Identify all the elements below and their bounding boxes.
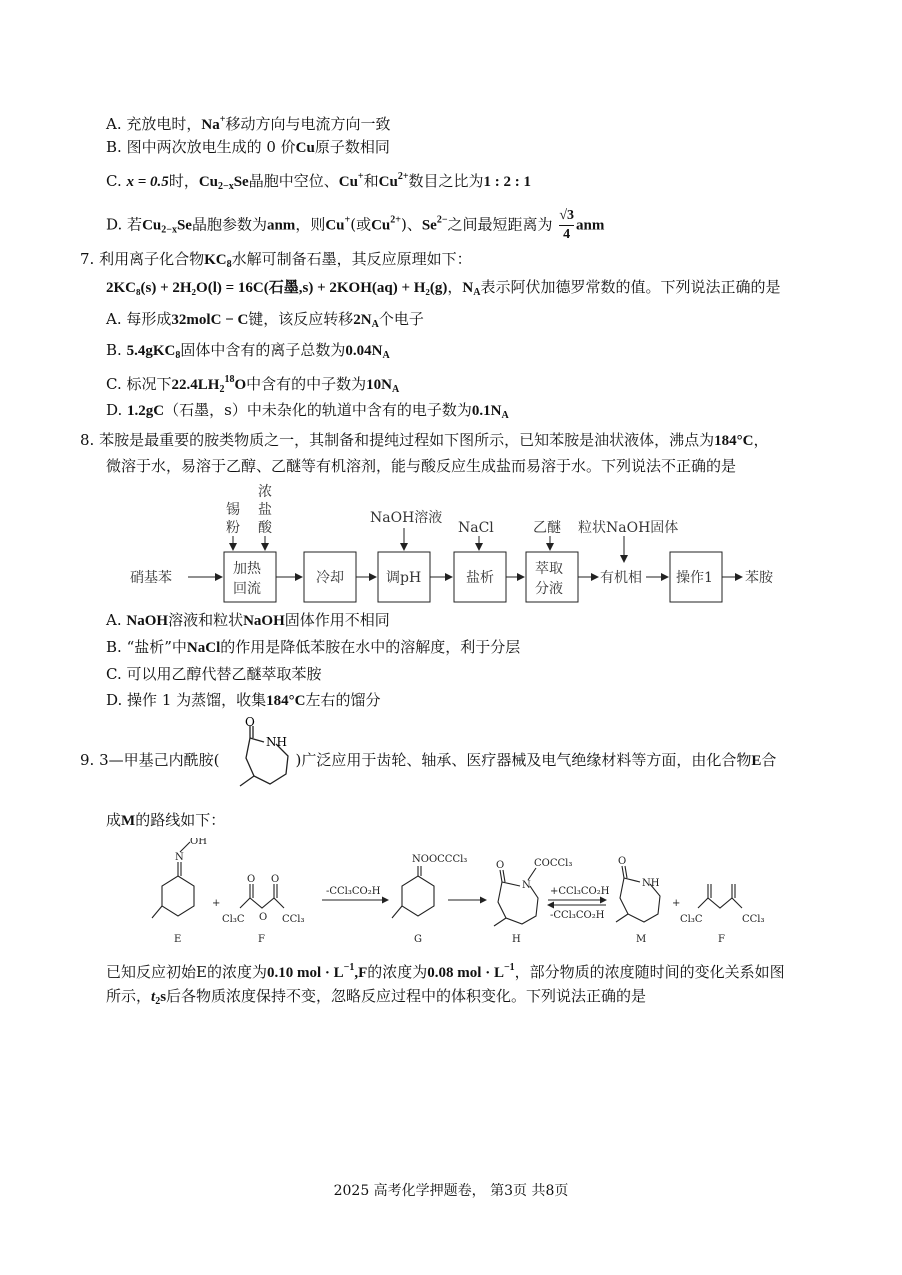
- quantity: 10N: [366, 377, 392, 393]
- ion-formula: Na: [201, 117, 220, 133]
- reagent-hcl-1: 浓: [258, 484, 272, 500]
- plus: +: [212, 898, 221, 909]
- stem-text: 3—甲基己内酰胺(: [99, 751, 220, 769]
- quantity: 32molC − C: [171, 312, 249, 328]
- compound-label: E: [751, 753, 762, 769]
- question-number: 7.: [80, 250, 95, 268]
- e-oh: OH: [190, 838, 207, 847]
- label-m: M: [636, 934, 647, 945]
- isotope-mass: 18: [224, 374, 235, 385]
- box1-line1: 加热: [233, 561, 261, 577]
- q8-stem-line2: [106, 456, 736, 476]
- compound-g-structure: [392, 866, 434, 918]
- q7-option-b: [106, 340, 390, 366]
- ring-oxygen: O: [245, 716, 255, 729]
- f2-cl2: CCl₃: [742, 914, 765, 925]
- option-label: D.: [106, 401, 123, 419]
- fraction-numerator: √3: [559, 207, 574, 226]
- quantity: 0.04N: [345, 343, 383, 359]
- option-label: A.: [106, 611, 122, 629]
- formula: NaOH: [243, 613, 285, 629]
- option-text: 若: [127, 215, 143, 234]
- ion-formula: Cu: [325, 217, 345, 234]
- quantity: 2N: [353, 312, 372, 328]
- formula: NaCl: [186, 640, 221, 656]
- e-n: N: [175, 852, 184, 863]
- distance-fraction: [559, 207, 574, 244]
- ion-formula: Cu: [378, 174, 398, 190]
- option-text: 个电子: [378, 310, 424, 328]
- quantity-subscript: A: [371, 319, 379, 330]
- f-o2: O: [271, 874, 280, 885]
- f2-cl1: Cl₃C: [680, 914, 703, 925]
- option-text: 移动方向与电流方向一致: [225, 115, 391, 133]
- box5-line1: 萃取: [535, 561, 563, 577]
- formula-subscript: 2−x: [218, 181, 234, 192]
- ring-nh: NH: [266, 735, 287, 749]
- reagent-ether: 乙醚: [533, 520, 561, 536]
- quantity-subscript: 2: [219, 384, 225, 395]
- h-n: N: [522, 880, 531, 891]
- option-label: D.: [106, 215, 123, 234]
- quantity-subscript: 8: [175, 350, 181, 361]
- ratio: 1 : 2 : 1: [483, 174, 532, 190]
- option-text: )、: [400, 215, 422, 234]
- q9-stem-line1: [80, 750, 776, 771]
- quantity: 1.2gC: [127, 403, 165, 419]
- lattice-param: anm: [266, 217, 296, 234]
- stem-text: 已知反应初始: [106, 963, 197, 981]
- formula: Cu: [198, 174, 219, 190]
- ion-charge: 2+: [390, 214, 401, 226]
- stem-text: ，部分物质的浓度随时间的变化关系如图: [514, 963, 785, 981]
- option-label: C.: [106, 665, 122, 683]
- q6-option-c: [106, 167, 531, 197]
- option-label: A.: [106, 310, 122, 328]
- stem-text: 的路线如下：: [135, 811, 226, 829]
- option-text: （石墨，s）中未杂化的轨道中含有的电子数为: [164, 401, 472, 419]
- question-number: 9.: [80, 751, 95, 769]
- compound-label: F: [358, 965, 368, 981]
- q8-stem-line1: [80, 430, 768, 451]
- m-nh: NH: [642, 878, 660, 889]
- element-symbol: Cu: [295, 140, 315, 156]
- q8-option-c: [106, 664, 322, 684]
- formula: NaOH: [126, 613, 169, 629]
- f-o3: O: [259, 912, 268, 923]
- option-label: C.: [106, 172, 122, 190]
- q7-option-c: [106, 370, 399, 400]
- formula: Se: [233, 174, 249, 190]
- fraction-denominator: 4: [563, 227, 571, 242]
- q8-option-d: [106, 690, 381, 711]
- formula-subscript: 2−x: [161, 224, 177, 236]
- option-text: 键，该反应转移: [248, 310, 354, 328]
- stem-text: 微溶于水，易溶于乙醇、乙醚等有机溶剂，能与酸反应生成盐而易溶于水。下列说法不正确的是: [106, 457, 737, 475]
- f-cl2: CCl₃: [282, 914, 305, 925]
- ion-charge: +: [219, 114, 226, 125]
- option-text: “盐析”中: [126, 638, 187, 656]
- g-top: NOOCCCl₃: [412, 854, 468, 865]
- unit: anm: [576, 217, 605, 234]
- compound-f-structure: [240, 884, 284, 908]
- arrow2-bot: -CCl₃CO₂H: [550, 910, 605, 921]
- quantity: 5.4gKC: [126, 343, 176, 359]
- q7-option-a: [106, 309, 424, 335]
- stem-text: 合: [761, 751, 777, 769]
- compound-h-structure: [494, 868, 538, 926]
- q6-option-d: [106, 207, 604, 244]
- stem-text: 后各物质浓度保持不变，忽略反应过程中的体积变化。下列说法正确的是: [166, 987, 647, 1005]
- arrow2-top: +CCl₃CO₂H: [550, 886, 610, 897]
- quantity-subscript: A: [382, 350, 390, 361]
- stem-text: 表示阿伏加德罗常数的值。下列说法正确的是: [480, 278, 781, 296]
- option-label: A.: [106, 115, 122, 133]
- formula: Se: [176, 217, 192, 234]
- ion-charge: +: [357, 171, 364, 182]
- concentration: 0.08 mol · L: [427, 965, 504, 981]
- stem-text: 的浓度为: [367, 963, 428, 981]
- reagent-tin-2: 粉: [226, 520, 240, 536]
- box4-label: 盐析: [466, 570, 494, 586]
- plus-2: +: [672, 898, 681, 909]
- option-text: 每形成: [126, 310, 172, 328]
- flow-organic-phase: 有机相: [600, 570, 642, 586]
- compound-e-structure: [152, 842, 194, 918]
- label-g: G: [414, 934, 422, 945]
- flow-end-label: 苯胺: [745, 570, 773, 586]
- methylcaprolactam-structure: [228, 716, 300, 802]
- option-text: 可以用乙醇代替乙醚萃取苯胺: [126, 665, 322, 683]
- q6-option-b: [106, 137, 390, 158]
- page-footer: 2025 高考化学押题卷， 第3页 共8页: [333, 1183, 569, 1199]
- option-text: 之间最短距离为: [447, 215, 553, 234]
- stem-text: 的浓度为: [206, 963, 267, 981]
- stem-text: ，: [753, 431, 769, 449]
- time-unit: s: [160, 989, 167, 1005]
- stem-text: 水解可制备石墨，其反应原理如下：: [231, 250, 472, 268]
- option-text: 中含有的中子数为: [246, 375, 367, 393]
- compound-label: M: [121, 813, 136, 829]
- formula: Cu: [142, 217, 162, 234]
- time-symbol: t: [151, 989, 156, 1005]
- option-text: 数目之比为: [408, 172, 484, 190]
- option-text: 晶胞中空位、: [248, 172, 339, 190]
- ion-charge: 2+: [397, 171, 409, 182]
- option-text: 图中两次放电生成的 0 价: [126, 138, 296, 156]
- stem-text: 苯胺是最重要的胺类物质之一，其制备和提纯过程如下图所示，已知苯胺是油状液体，沸点为: [99, 431, 715, 449]
- option-text: 的作用是降低苯胺在水中的溶解度，利于分层: [220, 638, 521, 656]
- q7-option-d: [106, 400, 509, 426]
- reagent-naoh-solid: 粒状NaOH固体: [578, 520, 679, 536]
- reagent-hcl-3: 酸: [258, 520, 272, 536]
- option-label: C.: [106, 375, 122, 393]
- h-o: O: [496, 860, 505, 871]
- reaction-equation: 2KC₈(s) + 2H₂O(l) = 16C(石墨,s) + 2KOH(aq) + H₂(g): [106, 280, 448, 296]
- option-text: 固体中含有的离子总数为: [180, 341, 346, 359]
- label-f: F: [258, 934, 265, 945]
- option-label: D.: [106, 691, 123, 709]
- option-text: 原子数相同: [314, 138, 390, 156]
- compound-f2-structure: [698, 884, 742, 908]
- synthesis-scheme: [150, 838, 790, 953]
- quantity: 0.1N: [471, 403, 502, 419]
- boiling-point: 184°C: [714, 433, 754, 449]
- q8-option-a: [106, 610, 390, 631]
- stem-text: 成: [106, 811, 122, 829]
- concentration: 0.10 mol · L: [266, 965, 344, 981]
- reagent-nacl: NaCl: [458, 520, 494, 536]
- q7-stem-line1: [80, 249, 472, 275]
- compound-m-structure: [616, 866, 660, 922]
- q8-option-b: [106, 637, 520, 658]
- option-text: 晶胞参数为: [191, 215, 267, 234]
- reagent-hcl-2: 盐: [258, 502, 272, 518]
- option-label: B.: [106, 638, 122, 656]
- h-top: COCCl₃: [534, 858, 573, 869]
- ion-formula: Cu: [371, 217, 391, 234]
- compound-label: E: [196, 963, 207, 981]
- ion-formula: Se: [421, 217, 437, 234]
- time-subscript: 2: [155, 996, 161, 1007]
- question-number: 8.: [80, 431, 95, 449]
- unit-exponent: −1: [503, 962, 515, 973]
- q6-option-a: [106, 110, 390, 135]
- quantity-subscript: A: [501, 410, 509, 421]
- stem-text: )广泛应用于齿轮、轴承、医疗器械及电气绝缘材料等方面，由化合物: [295, 751, 752, 769]
- formula-subscript: 8: [226, 259, 232, 270]
- constant-symbol: N: [462, 280, 474, 296]
- arrow1-label: -CCl₃CO₂H: [326, 886, 381, 897]
- stem-text: ,: [354, 965, 359, 981]
- option-text: 充放电时，: [126, 115, 202, 133]
- option-text: ，则: [295, 215, 326, 234]
- f-o1: O: [247, 874, 256, 885]
- option-label: B.: [106, 341, 122, 359]
- flow-start-label: 硝基苯: [130, 570, 172, 586]
- ion-charge: 2−: [436, 214, 448, 226]
- label-h: H: [512, 934, 521, 945]
- quantity-subscript: A: [391, 384, 400, 395]
- option-text: 时，: [168, 172, 199, 190]
- boiling-point: 184°C: [266, 693, 306, 709]
- stem-text: 利用离子化合物: [99, 250, 205, 268]
- stem-text: ，: [447, 278, 463, 296]
- quantity: 22.4LH: [171, 377, 220, 393]
- option-text: (或: [350, 215, 372, 234]
- box2-label: 冷却: [316, 570, 344, 586]
- label-f2: F: [718, 934, 725, 945]
- constant-subscript: A: [473, 287, 481, 298]
- box5-line2: 分液: [535, 581, 563, 597]
- option-text: 溶液和粒状: [168, 611, 244, 629]
- f-cl1: Cl₃C: [222, 914, 245, 925]
- ion-charge: +: [344, 214, 351, 226]
- formula: KC: [204, 252, 227, 268]
- box6-label: 操作1: [676, 570, 713, 586]
- q9-stem-line2: [106, 810, 225, 831]
- option-label: B.: [106, 138, 122, 156]
- box1-line2: 回流: [233, 581, 261, 597]
- stem-text: 所示，: [106, 987, 152, 1005]
- q9-para-line1: [106, 958, 785, 983]
- process-flow-diagram: [130, 480, 790, 605]
- q7-stem-line2: [106, 277, 781, 303]
- option-text: 操作 1 为蒸馏，收集: [127, 691, 267, 709]
- option-text: 固体作用不相同: [284, 611, 390, 629]
- option-text: 左右的馏分: [305, 691, 381, 709]
- m-o: O: [618, 856, 627, 867]
- reagent-tin-1: 锡: [226, 502, 240, 518]
- option-text: 和: [363, 172, 379, 190]
- ion-formula: Cu: [338, 174, 358, 190]
- variable-x: x = 0.5: [126, 174, 169, 190]
- label-e: E: [174, 934, 182, 945]
- q9-para-line2: [106, 986, 646, 1012]
- option-text: 标况下: [126, 375, 172, 393]
- box3-label: 调pH: [386, 570, 422, 586]
- element-symbol: O: [234, 377, 247, 393]
- unit-exponent: −1: [343, 962, 355, 973]
- reagent-naoh-solution: NaOH溶液: [370, 510, 443, 526]
